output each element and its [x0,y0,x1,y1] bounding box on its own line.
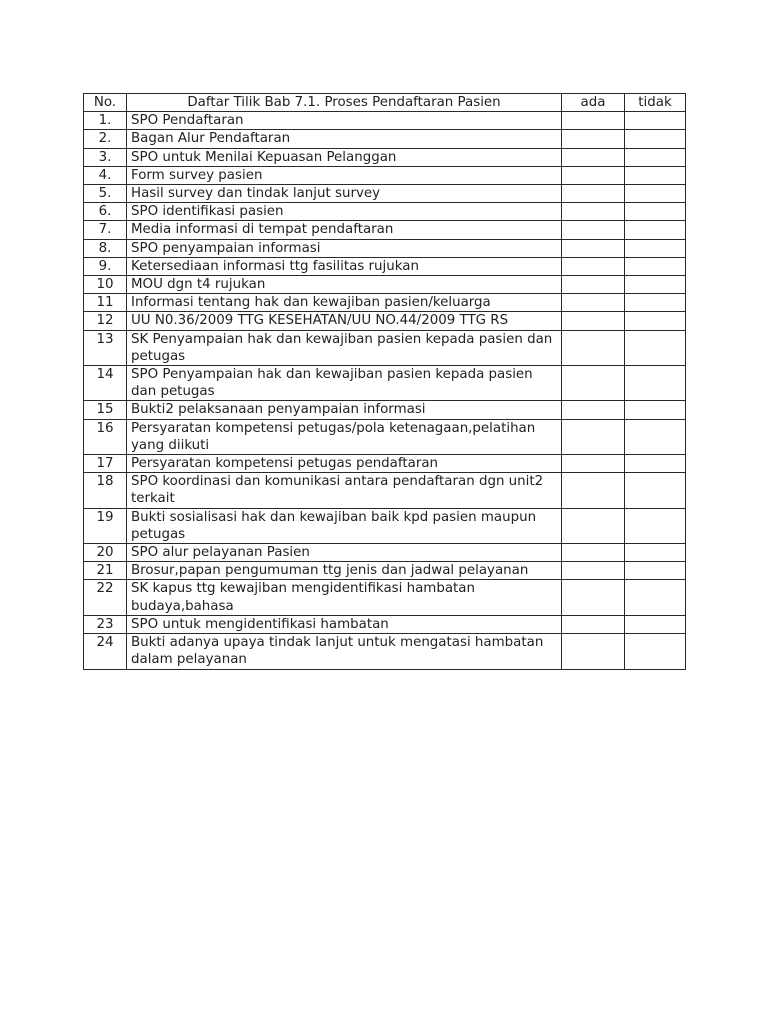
header-row [84,94,686,112]
row-item: SPO Penyampaian hak dan kewajiban pasien kepada pasien dan petugas [127,366,562,401]
ada-cell[interactable] [562,112,625,130]
ada-cell[interactable] [562,185,625,203]
header-tidak: tidak [625,94,686,112]
table-row [84,580,686,615]
tidak-cell[interactable] [625,580,686,615]
row-number: 6. [84,203,127,221]
ada-cell[interactable] [562,562,625,580]
ada-cell[interactable] [562,239,625,257]
row-number: 11 [84,294,127,312]
row-item: Bagan Alur Pendaftaran [127,130,562,148]
row-number: 10 [84,276,127,294]
row-item: Media informasi di tempat pendaftaran [127,221,562,239]
ada-cell[interactable] [562,221,625,239]
row-number: 13 [84,330,127,365]
row-item: Brosur,papan pengumuman ttg jenis dan jadwal pelayanan [127,562,562,580]
tidak-cell[interactable] [625,562,686,580]
tidak-cell[interactable] [625,130,686,148]
row-item: Bukti adanya upaya tindak lanjut untuk mengatasi hambatan dalam pelayanan [127,634,562,669]
row-item: SPO Pendaftaran [127,112,562,130]
row-number: 16 [84,419,127,454]
row-number: 12 [84,312,127,330]
table-row [84,148,686,166]
ada-cell[interactable] [562,401,625,419]
row-item: SPO untuk Menilai Kepuasan Pelanggan [127,148,562,166]
table-row [84,419,686,454]
row-number: 19 [84,508,127,543]
ada-cell[interactable] [562,580,625,615]
row-number: 23 [84,615,127,633]
ada-cell[interactable] [562,634,625,669]
row-number: 20 [84,544,127,562]
row-number: 9. [84,257,127,275]
row-item: SK kapus ttg kewajiban mengidentifikasi hambatan budaya,bahasa [127,580,562,615]
row-item: Persyaratan kompetensi petugas pendaftaran [127,455,562,473]
checklist-body [84,112,686,669]
table-row [84,257,686,275]
table-row [84,294,686,312]
table-row [84,508,686,543]
tidak-cell[interactable] [625,455,686,473]
row-item: SPO identifikasi pasien [127,203,562,221]
table-row [84,203,686,221]
tidak-cell[interactable] [625,221,686,239]
row-number: 24 [84,634,127,669]
row-item: Persyaratan kompetensi petugas/pola ketenagaan,pelatihan yang diikuti [127,419,562,454]
ada-cell[interactable] [562,203,625,221]
ada-cell[interactable] [562,544,625,562]
row-number: 1. [84,112,127,130]
row-number: 17 [84,455,127,473]
row-item: SPO koordinasi dan komunikasi antara pendaftaran dgn unit2 terkait [127,473,562,508]
tidak-cell[interactable] [625,419,686,454]
header-ada: ada [562,94,625,112]
row-number: 15 [84,401,127,419]
tidak-cell[interactable] [625,312,686,330]
row-number: 14 [84,366,127,401]
table-row [84,615,686,633]
ada-cell[interactable] [562,366,625,401]
row-number: 5. [84,185,127,203]
ada-cell[interactable] [562,166,625,184]
row-number: 3. [84,148,127,166]
ada-cell[interactable] [562,276,625,294]
row-item: MOU dgn t4 rujukan [127,276,562,294]
tidak-cell[interactable] [625,276,686,294]
row-item: Informasi tentang hak dan kewajiban pasien/keluarga [127,294,562,312]
table-row [84,401,686,419]
table-row [84,221,686,239]
ada-cell[interactable] [562,419,625,454]
table-row [84,239,686,257]
tidak-cell[interactable] [625,257,686,275]
row-item: SK Penyampaian hak dan kewajiban pasien kepada pasien dan petugas [127,330,562,365]
ada-cell[interactable] [562,257,625,275]
row-item: Form survey pasien [127,166,562,184]
table-row [84,166,686,184]
ada-cell[interactable] [562,312,625,330]
row-number: 2. [84,130,127,148]
tidak-cell[interactable] [625,239,686,257]
tidak-cell[interactable] [625,185,686,203]
table-row [84,473,686,508]
table-row [84,130,686,148]
row-number: 18 [84,473,127,508]
tidak-cell[interactable] [625,508,686,543]
tidak-cell[interactable] [625,112,686,130]
tidak-cell[interactable] [625,473,686,508]
tidak-cell[interactable] [625,166,686,184]
checklist-table [83,93,686,670]
row-number: 4. [84,166,127,184]
row-number: 21 [84,562,127,580]
ada-cell[interactable] [562,473,625,508]
table-row [84,562,686,580]
ada-cell[interactable] [562,148,625,166]
table-row [84,112,686,130]
row-item: Ketersediaan informasi ttg fasilitas rujukan [127,257,562,275]
table-row [84,544,686,562]
row-number: 7. [84,221,127,239]
ada-cell[interactable] [562,330,625,365]
row-number: 22 [84,580,127,615]
table-row [84,312,686,330]
row-item: Bukti sosialisasi hak dan kewajiban baik kpd pasien maupun petugas [127,508,562,543]
table-row [84,276,686,294]
row-item: Bukti2 pelaksanaan penyampaian informasi [127,401,562,419]
table-row [84,330,686,365]
table-row [84,455,686,473]
row-item: SPO untuk mengidentifikasi hambatan [127,615,562,633]
tidak-cell[interactable] [625,148,686,166]
tidak-cell[interactable] [625,634,686,669]
ada-cell[interactable] [562,615,625,633]
row-number: 8. [84,239,127,257]
tidak-cell[interactable] [625,401,686,419]
tidak-cell[interactable] [625,544,686,562]
ada-cell[interactable] [562,508,625,543]
row-item: SPO alur pelayanan Pasien [127,544,562,562]
row-item: Hasil survey dan tindak lanjut survey [127,185,562,203]
ada-cell[interactable] [562,455,625,473]
header-no: No. [84,94,127,112]
tidak-cell[interactable] [625,203,686,221]
table-row [84,634,686,669]
ada-cell[interactable] [562,130,625,148]
tidak-cell[interactable] [625,294,686,312]
tidak-cell[interactable] [625,366,686,401]
ada-cell[interactable] [562,294,625,312]
table-row [84,185,686,203]
header-item: Daftar Tilik Bab 7.1. Proses Pendaftaran Pasien [127,94,562,112]
tidak-cell[interactable] [625,330,686,365]
row-item: UU N0.36/2009 TTG KESEHATAN/UU NO.44/2009 TTG RS [127,312,562,330]
tidak-cell[interactable] [625,615,686,633]
table-row [84,366,686,401]
row-item: SPO penyampaian informasi [127,239,562,257]
